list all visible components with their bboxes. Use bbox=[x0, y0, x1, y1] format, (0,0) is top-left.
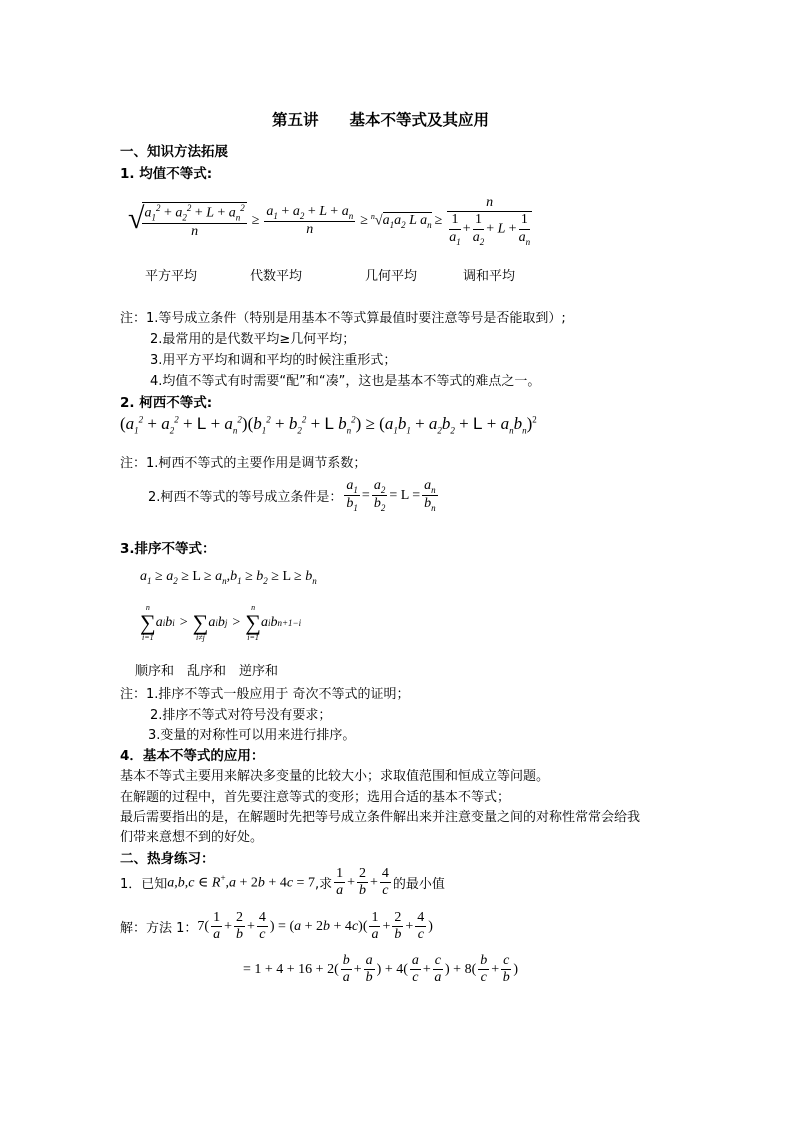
solution-line-1 bbox=[120, 910, 433, 943]
mean-label-geometric: 几何平均 bbox=[365, 269, 418, 284]
cauchy-note-2-row bbox=[148, 478, 440, 513]
application-paragraph-2: 在解题的过程中，首先要注意等式的变形；选用合适的基本不等式； bbox=[120, 790, 511, 805]
rearrange-condition: $a_1 \ge a_2 \ge L \ge a_n,b_1 \ge b_2 \ge L \ge b_n$ bbox=[140, 569, 317, 586]
section-heading-2: 二、热身练习： bbox=[120, 851, 215, 867]
cauchy-formula: $(a_1^2 + a_2^2 + L + a_n^2)(b_1^2 + b_2^2 + L$ $b_n^2) \ge (a_1b_1 + a_2b_2 + L + a_nb_n)^2$ bbox=[120, 414, 537, 436]
mean-label-quadratic: 平方平均 bbox=[145, 269, 198, 284]
mean-label-arithmetic: 代数平均 bbox=[250, 269, 303, 284]
exercise-1-ask: ,求 bbox=[314, 877, 333, 893]
cauchy-heading: 2. 柯西不等式: bbox=[120, 395, 213, 411]
exercise-1-prefix: 1．已知 bbox=[120, 877, 168, 893]
rearrange-note-3: 3.变量的对称性可以用来进行排序。 bbox=[148, 728, 356, 743]
solution-step-1: 7( $\frac{1}{a}$ + $\frac{2}{b}$ + $\frac{4}{c}$ ) = (a + 2b + 4c)( $\frac{1}{a}$ + $\frac{2}{b}$ + $\frac{4}{c}$ ) bbox=[197, 910, 433, 943]
rearrange-note-1: 注：1.排序不等式一般应用于 奇次不等式的证明； bbox=[120, 687, 410, 702]
rearrange-note-2: 2.排序不等式对符号没有要求； bbox=[150, 708, 332, 723]
solution-step-2: = 1 + 4 + 16 + 2( b a + $\frac{a}{b}$ ) + 4( a c + $\frac{c}{a}$ ) + 8( b c + $\frac{c}{b}$ ) bbox=[243, 953, 519, 986]
exercise-1-statement bbox=[120, 866, 445, 899]
exercise-1-suffix: 的最小值 bbox=[392, 877, 445, 893]
solution-label: 解：方法 1： bbox=[120, 921, 198, 937]
application-paragraph-3: 最后需要指出的是，在解题时先把等号成立条件解出来并注意变量之间的对称性常常会给我 bbox=[120, 810, 641, 825]
mean-inequality-heading: 1. 均值不等式: bbox=[120, 166, 213, 182]
rearrange-heading: 3.排序不等式： bbox=[120, 541, 216, 557]
exercise-1-condition: a,b,c ∈ R+,a + 2b + 4c = 7 bbox=[167, 873, 315, 891]
section-heading-1: 一、知识方法拓展 bbox=[120, 144, 228, 160]
mean-note-3: 3.用平方平均和调和平均的时候注重形式； bbox=[150, 353, 397, 368]
exercise-1-expression: $\frac{1}{a}$ + $\frac{2}{b}$ + $\frac{4}{c}$ bbox=[336, 866, 389, 899]
cauchy-note-1: 注：1.柯西不等式的主要作用是调节系数； bbox=[120, 456, 367, 471]
mean-inequality-formula: √ $\frac{a_1^2 + a_2^2 + L + a_n^2}{n}$ ≥ $\frac{a_1 + a_2 + L + a_n}{n}$ ≥ $^n$√ $a_1a_2$ L $a_n$ ≥ n $\frac{1}{a_1}$ + $\frac{1}{a_2}$ + L + $\frac{1}{a_n}$ bbox=[128, 195, 531, 247]
cauchy-note-2: 2.柯西不等式的等号成立条件是： bbox=[148, 490, 343, 506]
application-paragraph-4: 们带来意想不到的好处。 bbox=[120, 830, 264, 845]
application-heading: 4．基本不等式的应用： bbox=[120, 748, 265, 764]
mean-note-1: 注：1.等号成立条件（特别是用基本不等式算最值时要注意等号是否能取到）; bbox=[120, 311, 566, 326]
rearrange-sums-label: 顺序和 乱序和 逆序和 bbox=[135, 664, 279, 679]
rearrange-sums: n ∑ i=1 a i b i > ∑ i≠j a i b j > n ∑ i=1 a i b n+1−i bbox=[140, 603, 302, 642]
cauchy-equality-condition: $\frac{a_1}{b_1}$ = $\frac{a_2}{b_2}$ = L = $\frac{a_n}{b_n}$ bbox=[346, 478, 436, 513]
mean-label-harmonic: 调和平均 bbox=[463, 269, 516, 284]
page-title: 第五讲 基本不等式及其应用 bbox=[272, 111, 490, 129]
mean-note-2: 2.最常用的是代数平均≥几何平均； bbox=[150, 332, 356, 347]
application-paragraph-1: 基本不等式主要用来解决多变量的比较大小；求取值范围和恒成立等问题。 bbox=[120, 769, 550, 784]
mean-note-4: 4.均值不等式有时需要“配”和“凑”，这也是基本不等式的难点之一。 bbox=[150, 374, 541, 389]
